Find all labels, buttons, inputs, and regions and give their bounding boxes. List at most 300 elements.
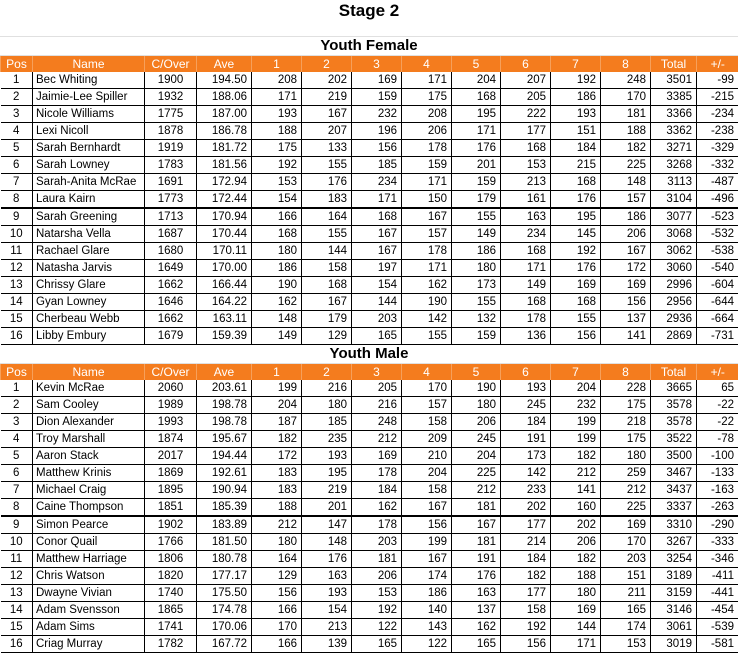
cell-g8: 174 — [601, 619, 651, 636]
cell-g2: 129 — [302, 328, 352, 345]
cell-g1: 171 — [252, 89, 302, 106]
cell-g5: 176 — [452, 140, 501, 157]
cell-g4: 171 — [402, 260, 452, 277]
cell-g2: 147 — [302, 516, 352, 534]
cell-g3: 167 — [352, 226, 402, 243]
cell-g6: 168 — [501, 294, 551, 311]
cell-g5: 149 — [452, 226, 501, 243]
cell-g4: 157 — [402, 397, 452, 414]
cell-name: Caine Thompson — [33, 499, 145, 517]
cell-g5: 132 — [452, 311, 501, 328]
cell-pos: 16 — [1, 636, 33, 653]
cell-g4: 175 — [402, 89, 452, 106]
cell-g7: 186 — [551, 89, 601, 106]
cell-ave: 185.39 — [197, 499, 252, 517]
cell-g7: 169 — [551, 277, 601, 294]
section-title-female: Youth Female — [0, 37, 738, 56]
cell-g4: 167 — [402, 499, 452, 517]
cell-diff: -290 — [697, 516, 738, 534]
cell-g4: 122 — [402, 636, 452, 653]
cell-cover: 1662 — [145, 311, 197, 328]
cell-name: Natarsha Vella — [33, 226, 145, 243]
cell-g1: 129 — [252, 568, 302, 585]
cell-g2: 179 — [302, 311, 352, 328]
cell-g1: 153 — [252, 174, 302, 191]
header-g1: 1 — [252, 364, 302, 380]
header-g6: 6 — [501, 56, 551, 72]
cell-ave: 181.56 — [197, 157, 252, 174]
cell-g3: 154 — [352, 277, 402, 294]
cell-ave: 175.50 — [197, 585, 252, 602]
cell-g1: 212 — [252, 516, 302, 534]
cell-g5: 155 — [452, 208, 501, 226]
cell-name: Lexi Nicoll — [33, 123, 145, 140]
cell-name: Adam Sims — [33, 619, 145, 636]
cell-g5: 179 — [452, 191, 501, 209]
cell-name: Nicole Williams — [33, 106, 145, 123]
cell-g1: 172 — [252, 448, 302, 465]
cell-g7: 184 — [551, 140, 601, 157]
cell-g7: 180 — [551, 585, 601, 602]
cell-g2: 235 — [302, 431, 352, 448]
cell-g5: 181 — [452, 534, 501, 551]
cell-g4: 143 — [402, 619, 452, 636]
cell-g1: 190 — [252, 277, 302, 294]
cell-g3: 168 — [352, 208, 402, 226]
cell-g5: 206 — [452, 414, 501, 431]
table-row — [1, 482, 738, 499]
cell-g1: 164 — [252, 551, 302, 568]
cell-ave: 203.61 — [197, 380, 252, 397]
cell-g3: 216 — [352, 397, 402, 414]
cell-g4: 158 — [402, 482, 452, 499]
cell-pos: 6 — [1, 157, 33, 174]
cell-cover: 1820 — [145, 568, 197, 585]
cell-g6: 213 — [501, 174, 551, 191]
cell-g3: 169 — [352, 448, 402, 465]
cell-total: 3146 — [651, 602, 697, 619]
cell-pos: 5 — [1, 140, 33, 157]
cell-g5: 171 — [452, 123, 501, 140]
table-row — [1, 397, 738, 414]
cell-g2: 139 — [302, 636, 352, 653]
cell-g3: 178 — [352, 516, 402, 534]
cell-g7: 156 — [551, 328, 601, 345]
cell-g3: 169 — [352, 72, 402, 89]
cell-diff: -329 — [697, 140, 738, 157]
cell-pos: 4 — [1, 123, 33, 140]
cell-g7: 206 — [551, 534, 601, 551]
cell-g1: 148 — [252, 311, 302, 328]
cell-total: 3268 — [651, 157, 697, 174]
cell-g1: 166 — [252, 602, 302, 619]
cell-g1: 192 — [252, 157, 302, 174]
cell-pos: 5 — [1, 448, 33, 465]
cell-g5: 181 — [452, 499, 501, 517]
table-row — [1, 636, 738, 653]
header-total: Total — [651, 364, 697, 380]
cell-g5: 201 — [452, 157, 501, 174]
cell-g3: 203 — [352, 311, 402, 328]
cell-g5: 168 — [452, 89, 501, 106]
section-title-male: Youth Male — [0, 345, 738, 364]
cell-cover: 1740 — [145, 585, 197, 602]
cell-ave: 195.67 — [197, 431, 252, 448]
cell-g6: 193 — [501, 380, 551, 397]
cell-total: 3362 — [651, 123, 697, 140]
cell-g6: 168 — [501, 243, 551, 260]
cell-g1: 180 — [252, 534, 302, 551]
cell-g8: 165 — [601, 602, 651, 619]
cell-g7: 193 — [551, 106, 601, 123]
header-g4: 4 — [402, 56, 452, 72]
table-row — [1, 226, 738, 243]
table-row — [1, 499, 738, 517]
cell-g6: 233 — [501, 482, 551, 499]
cell-g6: 205 — [501, 89, 551, 106]
sheet-title: Stage 2 — [338, 1, 400, 20]
table-row — [1, 551, 738, 568]
cell-g4: 167 — [402, 208, 452, 226]
cell-g2: 155 — [302, 157, 352, 174]
cell-g3: 203 — [352, 534, 402, 551]
cell-g1: 166 — [252, 636, 302, 653]
cell-cover: 1646 — [145, 294, 197, 311]
cell-g8: 170 — [601, 534, 651, 551]
cell-g7: 168 — [551, 174, 601, 191]
cell-g6: 207 — [501, 72, 551, 89]
cell-g1: 180 — [252, 243, 302, 260]
cell-cover: 1775 — [145, 106, 197, 123]
cell-diff: -441 — [697, 585, 738, 602]
cell-name: Bec Whiting — [33, 72, 145, 89]
cell-cover: 2060 — [145, 380, 197, 397]
cell-diff: -346 — [697, 551, 738, 568]
cell-g8: 167 — [601, 243, 651, 260]
cell-diff: -540 — [697, 260, 738, 277]
cell-cover: 1680 — [145, 243, 197, 260]
cell-g4: 167 — [402, 551, 452, 568]
cell-g3: 153 — [352, 585, 402, 602]
cell-g3: 192 — [352, 602, 402, 619]
cell-pos: 2 — [1, 397, 33, 414]
cell-total: 3366 — [651, 106, 697, 123]
cell-total: 3437 — [651, 482, 697, 499]
cell-g7: 145 — [551, 226, 601, 243]
header-ave: Ave — [197, 56, 252, 72]
cell-total: 3068 — [651, 226, 697, 243]
cell-diff: -238 — [697, 123, 738, 140]
cell-g7: 160 — [551, 499, 601, 517]
cell-ave: 172.44 — [197, 191, 252, 209]
cell-total: 3019 — [651, 636, 697, 653]
cell-g8: 151 — [601, 568, 651, 585]
cell-g3: 167 — [352, 243, 402, 260]
cell-pos: 2 — [1, 89, 33, 106]
cell-g7: 155 — [551, 311, 601, 328]
cell-total: 2936 — [651, 311, 697, 328]
cell-g7: 192 — [551, 72, 601, 89]
header-pos: Pos — [1, 56, 33, 72]
table-row — [1, 140, 738, 157]
table-row — [1, 431, 738, 448]
cell-total: 2956 — [651, 294, 697, 311]
cell-name: Jaimie-Lee Spiller — [33, 89, 145, 106]
cell-total: 3500 — [651, 448, 697, 465]
cell-diff: -100 — [697, 448, 738, 465]
cell-g8: 156 — [601, 294, 651, 311]
cell-diff: -263 — [697, 499, 738, 517]
cell-g8: 180 — [601, 448, 651, 465]
cell-g8: 157 — [601, 191, 651, 209]
cell-pos: 13 — [1, 585, 33, 602]
cell-ave: 174.78 — [197, 602, 252, 619]
header-g8: 8 — [601, 56, 651, 72]
header-g2: 2 — [302, 364, 352, 380]
cell-cover: 1782 — [145, 636, 197, 653]
cell-g1: 186 — [252, 260, 302, 277]
cell-g5: 180 — [452, 397, 501, 414]
cell-cover: 1766 — [145, 534, 197, 551]
cell-ave: 172.94 — [197, 174, 252, 191]
cell-g4: 142 — [402, 311, 452, 328]
cell-g5: 159 — [452, 174, 501, 191]
cell-g4: 170 — [402, 380, 452, 397]
cell-pos: 15 — [1, 311, 33, 328]
cell-diff: -22 — [697, 397, 738, 414]
cell-cover: 1679 — [145, 328, 197, 345]
cell-g8: 218 — [601, 414, 651, 431]
table-row — [1, 516, 738, 534]
cell-g4: 171 — [402, 174, 452, 191]
cell-g6: 214 — [501, 534, 551, 551]
cell-g3: 165 — [352, 636, 402, 653]
cell-ave: 170.44 — [197, 226, 252, 243]
cell-ave: 170.06 — [197, 619, 252, 636]
cell-cover: 1874 — [145, 431, 197, 448]
cell-pos: 1 — [1, 380, 33, 397]
cell-g8: 212 — [601, 482, 651, 499]
cell-pos: 9 — [1, 208, 33, 226]
cell-g7: 212 — [551, 465, 601, 482]
cell-ave: 159.39 — [197, 328, 252, 345]
cell-total: 3522 — [651, 431, 697, 448]
cell-g7: 182 — [551, 551, 601, 568]
cell-pos: 1 — [1, 72, 33, 89]
cell-g4: 158 — [402, 414, 452, 431]
cell-name: Laura Kairn — [33, 191, 145, 209]
cell-total: 3077 — [651, 208, 697, 226]
table-row — [1, 585, 738, 602]
cell-g3: 184 — [352, 482, 402, 499]
cell-g3: 185 — [352, 157, 402, 174]
table-row — [1, 72, 738, 89]
cell-g4: 209 — [402, 431, 452, 448]
cell-g1: 168 — [252, 226, 302, 243]
cell-total: 3159 — [651, 585, 697, 602]
cell-diff: -215 — [697, 89, 738, 106]
table-row — [1, 157, 738, 174]
cell-name: Dion Alexander — [33, 414, 145, 431]
cell-name: Sarah Lowney — [33, 157, 145, 174]
cell-g4: 171 — [402, 72, 452, 89]
table-row — [1, 568, 738, 585]
table-row — [1, 534, 738, 551]
cell-ave: 183.89 — [197, 516, 252, 534]
cell-pos: 14 — [1, 602, 33, 619]
cell-g2: 176 — [302, 551, 352, 568]
cell-cover: 1741 — [145, 619, 197, 636]
cell-diff: -644 — [697, 294, 738, 311]
cell-g5: 159 — [452, 328, 501, 345]
table-row — [1, 191, 738, 209]
cell-g2: 176 — [302, 174, 352, 191]
cell-cover: 1783 — [145, 157, 197, 174]
cell-ave: 186.78 — [197, 123, 252, 140]
cell-g1: 182 — [252, 431, 302, 448]
cell-cover: 1649 — [145, 260, 197, 277]
cell-g3: 159 — [352, 89, 402, 106]
cell-diff: -333 — [697, 534, 738, 551]
cell-name: Cherbeau Webb — [33, 311, 145, 328]
cell-name: Adam Svensson — [33, 602, 145, 619]
cell-diff: -664 — [697, 311, 738, 328]
cell-g7: 199 — [551, 431, 601, 448]
cell-g1: 175 — [252, 140, 302, 157]
cell-ave: 190.94 — [197, 482, 252, 499]
cell-pos: 4 — [1, 431, 33, 448]
cell-total: 3665 — [651, 380, 697, 397]
cell-g5: 191 — [452, 551, 501, 568]
cell-g1: 193 — [252, 106, 302, 123]
cell-g1: 183 — [252, 465, 302, 482]
cell-g3: 178 — [352, 465, 402, 482]
header-g5: 5 — [452, 364, 501, 380]
cell-pos: 7 — [1, 174, 33, 191]
cell-name: Sarah-Anita McRae — [33, 174, 145, 191]
cell-ave: 181.50 — [197, 534, 252, 551]
cell-g4: 186 — [402, 585, 452, 602]
blank-row — [0, 22, 738, 37]
cell-total: 3271 — [651, 140, 697, 157]
cell-g2: 168 — [302, 277, 352, 294]
cell-g3: 206 — [352, 568, 402, 585]
cell-g5: 176 — [452, 568, 501, 585]
cell-g6: 168 — [501, 140, 551, 157]
cell-g8: 175 — [601, 397, 651, 414]
cell-total: 3104 — [651, 191, 697, 209]
cell-g6: 158 — [501, 602, 551, 619]
cell-g8: 141 — [601, 328, 651, 345]
cell-g2: 148 — [302, 534, 352, 551]
cell-pos: 7 — [1, 482, 33, 499]
cell-cover: 1851 — [145, 499, 197, 517]
cell-g6: 191 — [501, 431, 551, 448]
header-diff: +/- — [697, 364, 738, 380]
cell-g6: 234 — [501, 226, 551, 243]
cell-g2: 163 — [302, 568, 352, 585]
cell-name: Michael Craig — [33, 482, 145, 499]
table-row — [1, 106, 738, 123]
cell-g2: 155 — [302, 226, 352, 243]
cell-g5: 186 — [452, 243, 501, 260]
cell-g4: 157 — [402, 226, 452, 243]
cell-pos: 14 — [1, 294, 33, 311]
cell-g3: 165 — [352, 328, 402, 345]
cell-g5: 180 — [452, 260, 501, 277]
cell-g3: 156 — [352, 140, 402, 157]
cell-g1: 170 — [252, 619, 302, 636]
cell-pos: 8 — [1, 191, 33, 209]
cell-cover: 1900 — [145, 72, 197, 89]
cell-ave: 170.11 — [197, 243, 252, 260]
cell-total: 3310 — [651, 516, 697, 534]
cell-diff: -581 — [697, 636, 738, 653]
header-diff: +/- — [697, 56, 738, 72]
cell-g5: 162 — [452, 619, 501, 636]
cell-g7: 141 — [551, 482, 601, 499]
cell-g4: 199 — [402, 534, 452, 551]
cell-g8: 148 — [601, 174, 651, 191]
header-name: Name — [33, 364, 145, 380]
cell-g7: 192 — [551, 243, 601, 260]
cell-cover: 1869 — [145, 465, 197, 482]
cell-diff: -487 — [697, 174, 738, 191]
cell-g2: 183 — [302, 191, 352, 209]
cell-g5: 167 — [452, 516, 501, 534]
cell-g6: 156 — [501, 636, 551, 653]
cell-total: 3578 — [651, 397, 697, 414]
cell-name: Chrissy Glare — [33, 277, 145, 294]
cell-pos: 13 — [1, 277, 33, 294]
cell-g2: 158 — [302, 260, 352, 277]
table-row — [1, 294, 738, 311]
cell-g5: 195 — [452, 106, 501, 123]
cell-ave: 170.00 — [197, 260, 252, 277]
cell-diff: -523 — [697, 208, 738, 226]
cell-g7: 168 — [551, 294, 601, 311]
cell-g4: 204 — [402, 465, 452, 482]
header-g5: 5 — [452, 56, 501, 72]
cell-ave: 170.94 — [197, 208, 252, 226]
cell-pos: 16 — [1, 328, 33, 345]
cell-g4: 150 — [402, 191, 452, 209]
header-name: Name — [33, 56, 145, 72]
cell-ave: 198.78 — [197, 397, 252, 414]
cell-cover: 1691 — [145, 174, 197, 191]
cell-g7: 171 — [551, 636, 601, 653]
results-table-male — [0, 364, 738, 653]
cell-cover: 1919 — [145, 140, 197, 157]
cell-total: 3337 — [651, 499, 697, 517]
cell-g6: 177 — [501, 585, 551, 602]
cell-diff: -454 — [697, 602, 738, 619]
table-row — [1, 311, 738, 328]
header-g6: 6 — [501, 364, 551, 380]
cell-g7: 195 — [551, 208, 601, 226]
cell-g4: 156 — [402, 516, 452, 534]
cell-g3: 144 — [352, 294, 402, 311]
cell-g7: 144 — [551, 619, 601, 636]
cell-g3: 196 — [352, 123, 402, 140]
cell-ave: 187.00 — [197, 106, 252, 123]
cell-name: Criag Murray — [33, 636, 145, 653]
cell-cover: 1902 — [145, 516, 197, 534]
cell-ave: 164.22 — [197, 294, 252, 311]
table-row — [1, 243, 738, 260]
cell-g2: 201 — [302, 499, 352, 517]
cell-cover: 2017 — [145, 448, 197, 465]
